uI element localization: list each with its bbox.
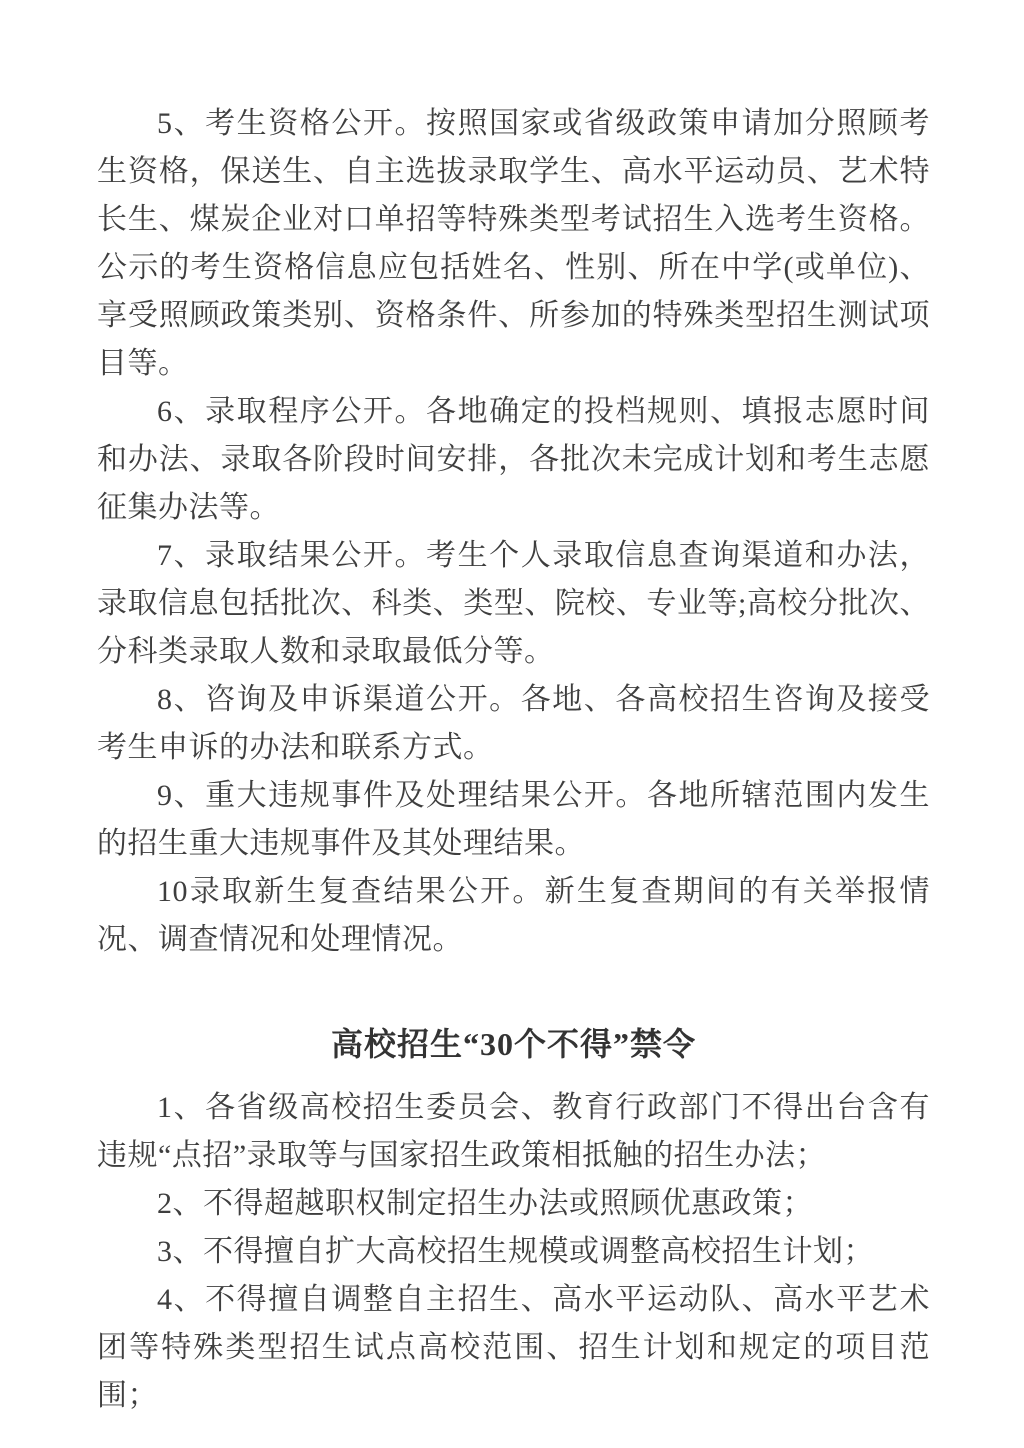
section-heading: 高校招生“30个不得”禁令 (330, 1026, 696, 1062)
disclosure-section (97, 100, 930, 964)
paragraph-rule-3: 3、不得擅自扩大高校招生规模或调整高校招生计划； (157, 1235, 874, 1268)
paragraph-item-7: 7、录取结果公开。考生个人录取信息查询渠道和办法，录取信息包括批次、科类、类型、院校、专业等;高校分批次、分科类录取人数和录取最低分等。 (97, 539, 930, 668)
paragraph-rule-4: 4、不得擅自调整自主招生、高水平运动队、高水平艺术团等特殊类型招生试点高校范围、招生计划和规定的项目范围； (97, 1283, 930, 1412)
paragraph-item-10: 10录取新生复查结果公开。新生复查期间的有关举报情况、调查情况和处理情况。 (97, 875, 930, 956)
prohibition-section (97, 1084, 930, 1420)
paragraph-rule-2: 2、不得超越职权制定招生办法或照顾优惠政策； (157, 1187, 813, 1220)
paragraph-item-9: 9、重大违规事件及处理结果公开。各地所辖范围内发生的招生重大违规事件及其处理结果。 (97, 779, 930, 860)
paragraph-item-5: 5、考生资格公开。按照国家或省级政策申请加分照顾考生资格，保送生、自主选拔录取学生、高水平运动员、艺术特长生、煤炭企业对口单招等特殊类型考试招生入选考生资格。公示的考生资格信息应包括姓名、性别、所在中学(或单位)、享受照顾政策类别、资格条件、所参加的特殊类型招生测试项目等。 (97, 107, 930, 380)
paragraph-item-8: 8、咨询及申诉渠道公开。各地、各高校招生咨询及接受考生申诉的办法和联系方式。 (97, 683, 930, 764)
paragraph-rule-1: 1、各省级高校招生委员会、教育行政部门不得出台含有违规“点招”录取等与国家招生政策相抵触的招生办法； (97, 1091, 930, 1172)
paragraph-item-6: 6、录取程序公开。各地确定的投档规则、填报志愿时间和办法、录取各阶段时间安排，各批次未完成计划和考生志愿征集办法等。 (97, 395, 930, 524)
